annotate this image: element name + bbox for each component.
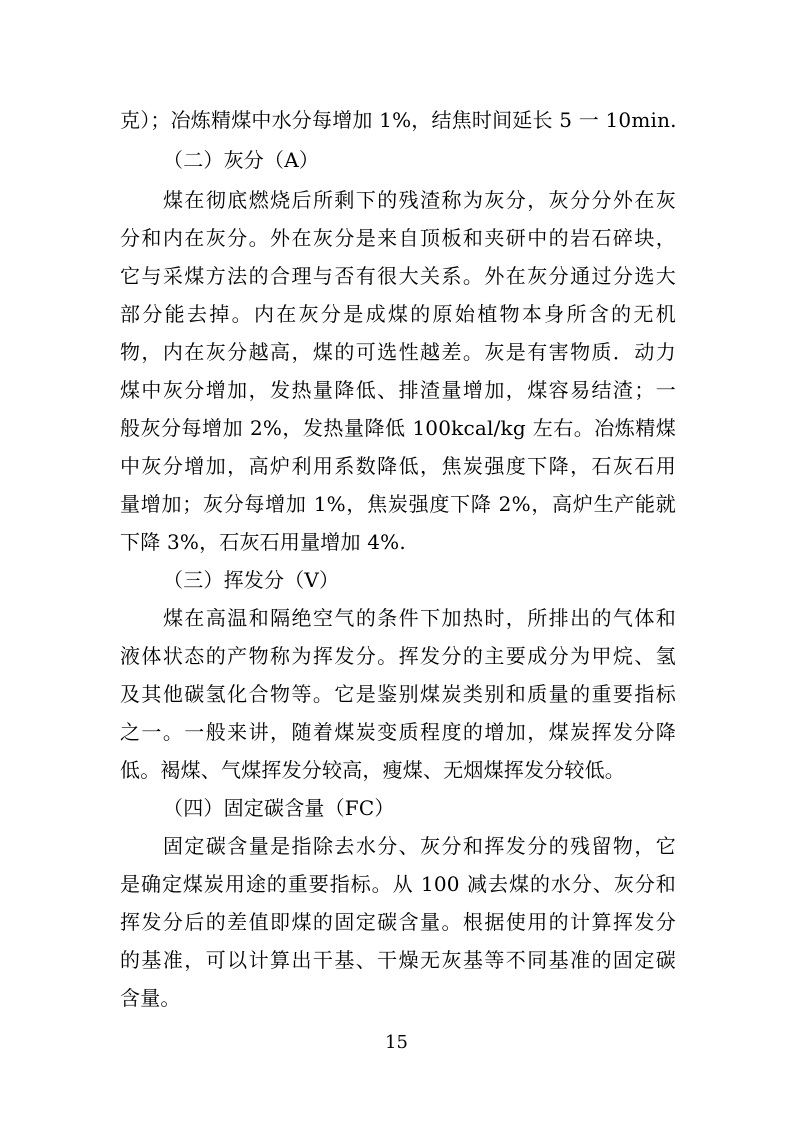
paragraph-line: 煤在高温和隔绝空气的条件下加热时，所排出的气体和 — [163, 606, 676, 630]
paragraph-line: 分和内在灰分。外在灰分是来自顶板和夹研中的岩石碎块， — [120, 226, 676, 250]
paragraph-line-last: 低。褐煤、气煤挥发分较高，瘦煤、无烟煤挥发分较低。 — [120, 758, 625, 782]
paragraph-line: 的基准，可以计算出干基、干燥无灰基等不同基准的固定碳 — [120, 948, 676, 972]
paragraph-line: 煤中灰分增加，发热量降低、排渣量增加，煤容易结渣；一 — [120, 378, 676, 402]
paragraph-line: 液体状态的产物称为挥发分。挥发分的主要成分为甲烷、氢 — [120, 644, 676, 668]
page-number: 15 — [385, 1032, 408, 1053]
section-heading-volatile: （三）挥发分（V） — [163, 568, 340, 592]
paragraph-line: 物，内在灰分越高，煤的可选性越差。灰是有害物质．动力 — [120, 340, 676, 364]
paragraph-line: 部分能去掉。内在灰分是成煤的原始植物本身所含的无机 — [120, 302, 676, 326]
paragraph-line-last: 下降 3%，石灰石用量增加 4%. — [120, 530, 406, 554]
paragraph-line: 挥发分后的差值即煤的固定碳含量。根据使用的计算挥发分 — [120, 910, 676, 934]
continuation-line: 克）；冶炼精煤中水分每增加 1%，结焦时间延长 5 一 10min. — [120, 108, 677, 132]
paragraph-line: 般灰分每增加 2%，发热量降低 100kcal/kg 左右。冶炼精煤 — [120, 416, 676, 440]
paragraph-line: 之一。一般来讲，随着煤炭变质程度的增加，煤炭挥发分降 — [120, 720, 676, 744]
paragraph-line: 固定碳含量是指除去水分、灰分和挥发分的残留物，它 — [163, 834, 676, 858]
paragraph-line-last: 含量。 — [120, 986, 181, 1010]
paragraph-line: 中灰分增加，高炉利用系数降低，焦炭强度下降，石灰石用 — [120, 454, 676, 478]
paragraph-line: 它与采煤方法的合理与否有很大关系。外在灰分通过分选大 — [120, 264, 676, 288]
paragraph-line: 量增加；灰分每增加 1%，焦炭强度下降 2%，高炉生产能就 — [120, 492, 676, 516]
section-heading-ash: （二）灰分（A） — [163, 148, 320, 172]
paragraph-line: 煤在彻底燃烧后所剩下的残渣称为灰分，灰分分外在灰 — [163, 188, 676, 212]
paragraph-line: 是确定煤炭用途的重要指标。从 100 减去煤的水分、灰分和 — [120, 872, 676, 896]
section-heading-fixed-carbon: （四）固定碳含量（FC） — [163, 796, 395, 820]
paragraph-line: 及其他碳氢化合物等。它是鉴别煤炭类别和质量的重要指标 — [120, 682, 676, 706]
